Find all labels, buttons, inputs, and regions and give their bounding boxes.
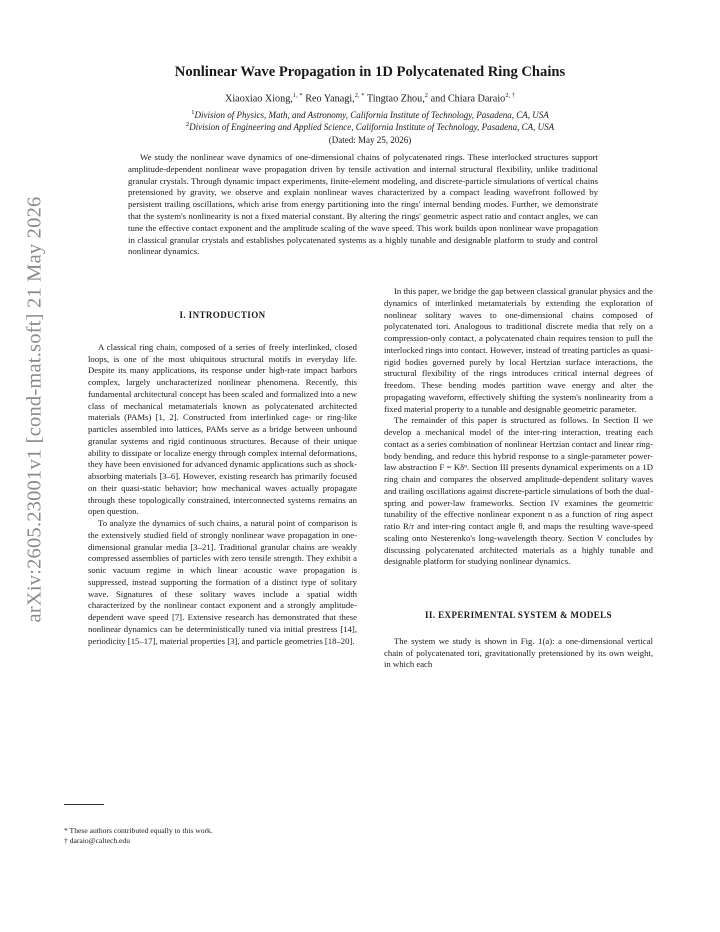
- arxiv-side-stamp: [18, 155, 52, 663]
- abstract: We study the nonlinear wave dynamics of one-dimensional chains of polycatenated rings. These interlocked structures support amplitude-dependent nonlinear wave propagation driven by tensile activation and internal structural flexibility, unlike traditional granular crystals. Through dynamic impact experiments, finite-element modeling, and discrete-particle simulations of vertical chains pretensioned by gravity, we observe and explain nonlinear waves characterized by a compact leading wavefront followed by persistent trailing oscillations, which arise from energy partitioning into the rings' internal bending modes. Further, we demonstrate that the system's nonlinearity is not a fixed material constant. By altering the rings' geometric aspect ratio and contact angles, we can tune the effective contact exponent and the amplitude scaling of the wave speed. This work builds upon nonlinear wave propagation in classical granular crystals and establishes polycatenated systems as a highly tunable and designable platform to study and control nonlinear dynamics.: [128, 152, 598, 257]
- affiliation-2: [90, 121, 650, 132]
- footnote: * These authors contributed equally to this work.: [64, 826, 213, 835]
- paragraph: The remainder of this paper is structured as follows. In Section II we develop a mechanical model of the inter-ring interaction, treating each contact as a series combination of nonlinear Hertzian contact and linear ring-body bending, and reduce this hybrid response to a single-parameter power-law abstraction F = Kδⁿ. Section III presents dynamical experiments on a 1D ring chain and compares the observed amplitude-dependent solitary waves and trailing oscillations against discrete-particle simulations of both the dual-spring and power-law frameworks. Section IV examines the geometric tunability of the effective nonlinear exponent n as a function of ring aspect ratio R/r and inter-ring contact angle θ, and maps the resulting wave-speed scaling onto Nesterenko's long-wavelength theory. Section V concludes by discussing polycatenated architected materials as a highly tunable and designable platform for studying nonlinear dynamics.: [384, 415, 653, 567]
- left-column: [88, 310, 357, 647]
- author-list: [90, 92, 650, 104]
- right-column: [384, 286, 653, 671]
- author-name: Reo Yanagi,: [305, 93, 355, 105]
- section-heading-introduction: I. INTRODUCTION: [179, 310, 266, 320]
- footnote-rule: [64, 804, 104, 805]
- author-name: and Chiara Daraio: [430, 93, 506, 105]
- author-marks: 2: [424, 92, 429, 99]
- paragraph: To analyze the dynamics of such chains, a natural point of comparison is the extensively studied field of strongly nonlinear wave propagation in one-dimensional granular media [3–21]. Traditional granular chains are weakly compressed assemblies of particles with zero tensile strength. They exhibit a sonic vacuum regime in which linear acoustic wave propagation is suppressed, instead supporting the formation of a distinct type of solitary wave. Signatures of these solitary waves include a spatial width characterized by the nonlinear contact exponent and a strongly amplitude-dependent wave speed [7]. Extensive research has demonstrated that these nonlinear dynamics can be deterministically tuned via initial prestress [14], periodicity [15–17], material properties [3], and particle geometries [18–20].: [88, 518, 357, 646]
- affiliation-text: Division of Physics, Math, and Astronomy, California Institute of Technology, Pasadena, CA, USA: [194, 110, 549, 120]
- paragraph: A classical ring chain, composed of a series of freely interlinked, closed loops, is one of the most ubiquitous structural motifs in everyday life. Despite its many applications, its response under high-rate impact harbors complex, largely uncharacterized nonlinear phenomena. Recently, this fundamental architectural concept has been scaled and formalized into a new class of mechanical metamaterials known as polycatenated architected materials (PAMs) [1, 2]. Constructed from interlinked cage- or ring-like particles assembled into lattices, PAMs serve as a bridge between unbound granular systems and rigid continuous structures. Because of their unique ability to dissipate or localize energy through complex internal deformations, they have been envisioned for advanced dynamic applications such as shock-absorbing materials [3–6]. However, existing research has primarily focused on their quasi-static behavior; how mechanical waves actually propagate through these topologically constrained, interconnected systems remains an open question.: [88, 341, 357, 517]
- author-name: Tingtao Zhou,: [366, 93, 425, 105]
- author-marks: 2, *: [354, 92, 365, 99]
- paragraph: The system we study is shown in Fig. 1(a): a one-dimensional vertical chain of polycatenated tori, gravitationally pretensioned by its own weight, in which each: [384, 635, 653, 670]
- affiliation-mark: 1: [191, 109, 195, 116]
- affiliation-text: Division of Engineering and Applied Science, California Institute of Technology, Pasadena, CA, USA: [189, 122, 555, 132]
- paper-title: Nonlinear Wave Propagation in 1D Polycatenated Ring Chains: [174, 64, 566, 80]
- footnote-email: † daraio@caltech.edu: [64, 836, 131, 846]
- dated-line: (Dated: May 25, 2026): [328, 135, 412, 145]
- footnotes: [64, 826, 354, 847]
- section-heading-models: II. EXPERIMENTAL SYSTEM & MODELS: [425, 610, 612, 620]
- author-marks: 1, *: [292, 92, 303, 99]
- author-marks: 2, †: [505, 92, 516, 99]
- affiliation-1: [90, 109, 650, 120]
- paragraph: In this paper, we bridge the gap between classical granular physics and the dynamics of interlinked metamaterials by extending the exploration of nonlinear solitary waves to one-dimensional chains composed of polycatenated tori. Analogous to traditional discrete media that rely on a compression-only contact, a polycatenated chain requires tension to pull the interlocked rings into contact. However, instead of treating particles as quasi-rigid bodies governed purely by local Hertzian surface interactions, the structural flexibility of the rings introduces critical internal degrees of freedom. These bending modes partition wave energy and alter the propagating waveform, effectively shifting the system's nonlinearity from a fixed material property to a tunable and designable geometric parameter.: [384, 286, 653, 414]
- author-name: Xiaoxiao Xiong,: [224, 93, 293, 105]
- arxiv-identifier: arXiv:2605.23001v1 [cond-mat.soft] 21 May 2026: [23, 196, 46, 622]
- affiliation-mark: 2: [185, 121, 190, 128]
